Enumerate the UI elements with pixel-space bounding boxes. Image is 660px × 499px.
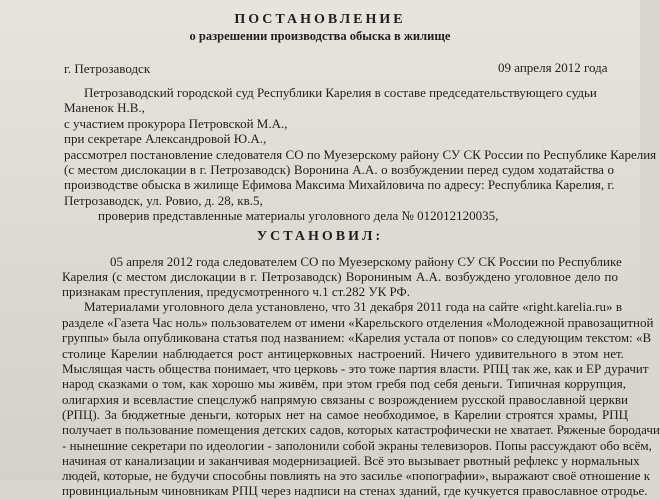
text-line: разделе «Газета Час ноль» пользователем от имени «Карельского отделения «Молодежной правозащитной xyxy=(62,315,654,330)
document-title: ПОСТАНОВЛЕНИЕ xyxy=(234,12,406,27)
text-line: Материалами уголовного дела установлено, что 31 декабря 2011 года на сайте «right.karelia.ru» в xyxy=(84,299,622,314)
text-line: Карелия (с местом дислокации в г. Петрозаводск) Ворониным А.А. возбуждено уголовное дело по xyxy=(62,269,618,284)
document-subtitle: о разрешении производства обыска в жилище xyxy=(189,29,451,43)
section-title: УСТАНОВИЛ: xyxy=(256,229,384,244)
text-line: начиная от канализации и заканчивая модернизацией. Всё это вызывает рвотный рефлекс у нормальных xyxy=(62,453,640,468)
text-line: олигархия и всевластие спецслужб напрямую связаны с возрождением русской православной церкви xyxy=(62,392,628,407)
text-line: группы» была опубликована статья под названием: «Карелия устала от попов» со следующим текстом: «В xyxy=(62,330,652,345)
text-line: столице Карелии наблюдается рост антицерковных настроений. Ничего удивительного в этом нет. xyxy=(62,346,624,361)
date: 09 апреля 2012 года xyxy=(498,60,608,75)
text-line: 05 апреля 2012 года следователем СО по Муезерскому району СУ СК России по Республике xyxy=(110,254,622,269)
text-line: производстве обыска в жилище Ефимова Максима Михайловича по адресу: Республика Карелия, г. xyxy=(64,177,615,192)
text-line: Маненок Н.В., xyxy=(64,100,145,115)
text-line: Петрозаводский городской суд Республики Карелия в составе председательствующего судьи xyxy=(84,85,597,100)
text-line: признакам преступления, предусмотренного ч.1 ст.282 УК РФ. xyxy=(62,284,411,299)
city: г. Петрозаводск xyxy=(64,61,151,76)
text-line: людей, которые, не будучи способны повлиять на это засилье «попографии», выражают своё отношение к xyxy=(62,468,651,483)
text-line: (с местом дислокации в г. Петрозаводск) Воронина А.А. о возбуждении перед судом ходатайства о xyxy=(64,162,614,177)
text-line: народ сказками о том, как хорошо мы живём, при этом гребя под себя деньги. Типичная коррупция, xyxy=(62,376,626,391)
text-line: получает в пользование помещения детских садов, которых катастрофически не хватает. Ряженые бородачи xyxy=(62,422,660,437)
text-line: при секретаре Александровой Ю.А., xyxy=(64,131,267,146)
text-line: проверив представленные материалы уголовного дела № 012012120035, xyxy=(98,208,499,223)
text-line: рассмотрел постановление следователя СО по Муезерскому району СУ СК России по Республике Карелия xyxy=(64,147,657,162)
text-line: (РПЦ). За бюджетные деньги, которых нет на самое необходимое, в Карелии строятся храмы, РПЦ xyxy=(62,407,628,422)
text-line: Петрозаводск, ул. Ровио, д. 28, кв.5, xyxy=(64,193,263,208)
text-line: - нынешние секретари по идеологии - заполонили собой экраны телевизоров. Попы рассуждают обо всём, xyxy=(62,438,652,453)
text-line: Мыслящая часть общества понимает, что церковь - это тоже партия власти. РПЦ так же, как и ЕР дурачит xyxy=(62,361,649,376)
text-line: с участием прокурора Петровской М.А., xyxy=(64,116,288,131)
text-line: провинциальным чиновникам РПЦ через надписи на стенах зданий, где кучкуется православное отродье. xyxy=(62,483,648,498)
